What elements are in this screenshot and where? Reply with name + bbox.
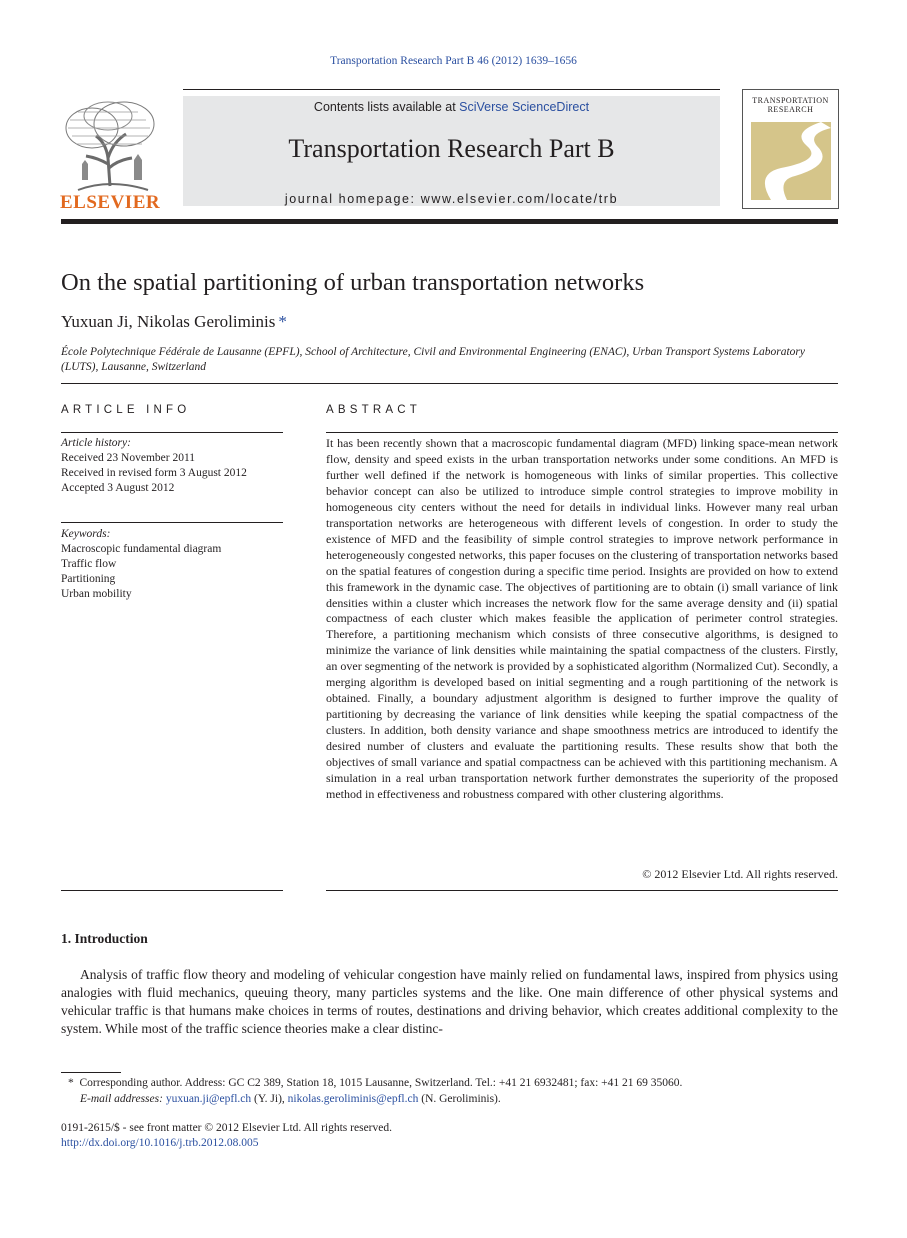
contents-prefix: Contents lists available at <box>313 100 460 114</box>
history-received: Received 23 November 2011 <box>61 452 196 464</box>
keywords-label: Keywords: <box>61 528 111 540</box>
cover-road-image <box>751 122 831 200</box>
introduction-paragraph: Analysis of traffic flow theory and modeling of vehicular congestion have mainly relied on fundamental laws, inspired from physics using analogies with fluid mechanics, queuing theory, many particles systems and the like. One main difference of other physical systems and vehicular traffic is that humans make choices in terms of routes, destinations and driving behavior, which creates additional complexity to the system. While most of the traffic science theories make a clear distinc- <box>61 967 838 1036</box>
header-top-rule <box>183 89 720 90</box>
keyword: Partitioning <box>61 573 116 585</box>
corresponding-author-footnote <box>68 1075 838 1091</box>
affiliation: École Polytechnique Fédérale de Lausanne (EPFL), School of Architecture, Civil and Environmental Engineering (ENAC), Urban Transport Systems Laboratory (LUTS), Lausanne, Switzerland <box>61 346 805 373</box>
author-list <box>61 312 287 332</box>
keyword: Macroscopic fundamental diagram <box>61 543 222 555</box>
issn-front-matter: 0191-2615/$ - see front matter © 2012 Elsevier Ltd. All rights reserved. <box>61 1122 392 1134</box>
keywords-block <box>61 527 283 602</box>
cover-title: TRANSPORTATION RESEARCH <box>752 96 829 114</box>
email-link-geroliminis[interactable]: nikolas.geroliminis@epfl.ch <box>287 1093 419 1105</box>
email-owner-ji: (Y. Ji), <box>251 1093 288 1105</box>
section-heading-introduction: 1. Introduction <box>61 931 148 946</box>
journal-name: Transportation Research Part B <box>288 134 615 163</box>
info-rule-top <box>61 432 283 433</box>
abstract-text: It has been recently shown that a macroscopic fundamental diagram (MFD) linking space-mean network flow, density and speed exists in the urban transportation networks under some conditions. An MFD is further well defined if the network is homogeneous with links of similar properties. This collective behavior concept can also be utilized to introduce simple control strategies to improve mobility in homogeneous city centers without the need for details in individual links. However many real urban transportation networks are heterogeneous with different levels of congestion. In order to study the existence of MFD and the feasibility of simple control strategies to improve network performance in heterogeneously congested networks, this paper focuses on the clustering of transportation networks based on the spatial features of congestion during a specific time period. Insights are provided on how to extend this framework in the dynamic case. The objectives of partitioning are to obtain (i) small variance of link densities within a cluster which increases the network flow for the same average density and (ii) spatial compactness of each cluster which makes feasible the application of perimeter control strategies. Therefore, a partitioning mechanism which consists of three consecutive algorithms, is designed to minimize the variance of link densities while maintaining the spatial compactness of the clusters. Firstly, an over segmenting of the network is provided by a sophisticated algorithm (Normalized Cut). Secondly, a merging algorithm is developed based on initial segmenting and a rough partitioning of the network is obtained. Finally, a boundary adjustment algorithm is designed to further improve the quality of partitioning by decreasing the variance of link densities while keeping the spatial compactness of the clusters. In addition, both density variance and shape smoothness metrics are introduced to identify the desired number of clusters and evaluate the partitioning results. These results show that both the objectives of small variance and spatial compactness can be achieved with this partitioning mechanism. A simulation in a real urban transportation network further demonstrates the superiority of the proposed method in effectiveness and robustness compared with other clustering algorithms. <box>326 436 838 801</box>
email-owner-geroliminis: (N. Geroliminis). <box>418 1093 501 1105</box>
author-names: Yuxuan Ji, Nikolas Geroliminis <box>61 312 276 331</box>
corresponding-author-mark[interactable]: * <box>278 312 287 331</box>
footnote-mark: * <box>68 1077 74 1089</box>
keyword: Traffic flow <box>61 558 117 570</box>
info-rule-middle <box>61 522 283 523</box>
affiliation-rule <box>61 383 838 384</box>
article-title: On the spatial partitioning of urban transportation networks <box>61 269 645 296</box>
article-info-heading: ARTICLE INFO <box>61 404 191 416</box>
footnote-rule <box>61 1072 121 1073</box>
email-link-ji[interactable]: yuxuan.ji@epfl.ch <box>165 1093 252 1105</box>
doi-link[interactable]: http://dx.doi.org/10.1016/j.trb.2012.08.005 <box>61 1137 259 1149</box>
email-label: E-mail addresses: <box>80 1093 163 1105</box>
info-rule-bottom <box>61 890 283 891</box>
keyword: Urban mobility <box>61 588 132 600</box>
sciencedirect-link[interactable]: SciVerse ScienceDirect <box>459 100 590 114</box>
history-accepted: Accepted 3 August 2012 <box>61 482 175 494</box>
corresponding-address: Corresponding author. Address: GC C2 389, Station 18, 1015 Lausanne, Switzerland. Tel.: +41 21 6932481; fax: +41 21 69 35060. <box>79 1077 683 1089</box>
journal-cover-thumbnail <box>742 89 839 209</box>
journal-homepage[interactable]: journal homepage: www.elsevier.com/locate/trb <box>284 192 619 206</box>
email-footnote <box>80 1091 838 1107</box>
abstract-copyright: © 2012 Elsevier Ltd. All rights reserved. <box>642 867 838 881</box>
article-history <box>61 436 283 496</box>
history-label: Article history: <box>61 437 131 449</box>
journal-citation[interactable]: Transportation Research Part B 46 (2012) 1639–1656 <box>330 55 577 67</box>
abstract-rule-bottom <box>326 890 838 891</box>
history-revised: Received in revised form 3 August 2012 <box>61 467 247 479</box>
contents-availability <box>183 100 720 114</box>
abstract-rule-top <box>326 432 838 433</box>
header-thick-rule <box>61 219 838 224</box>
publisher-wordmark: ELSEVIER <box>60 192 161 213</box>
abstract-heading: ABSTRACT <box>326 404 421 416</box>
